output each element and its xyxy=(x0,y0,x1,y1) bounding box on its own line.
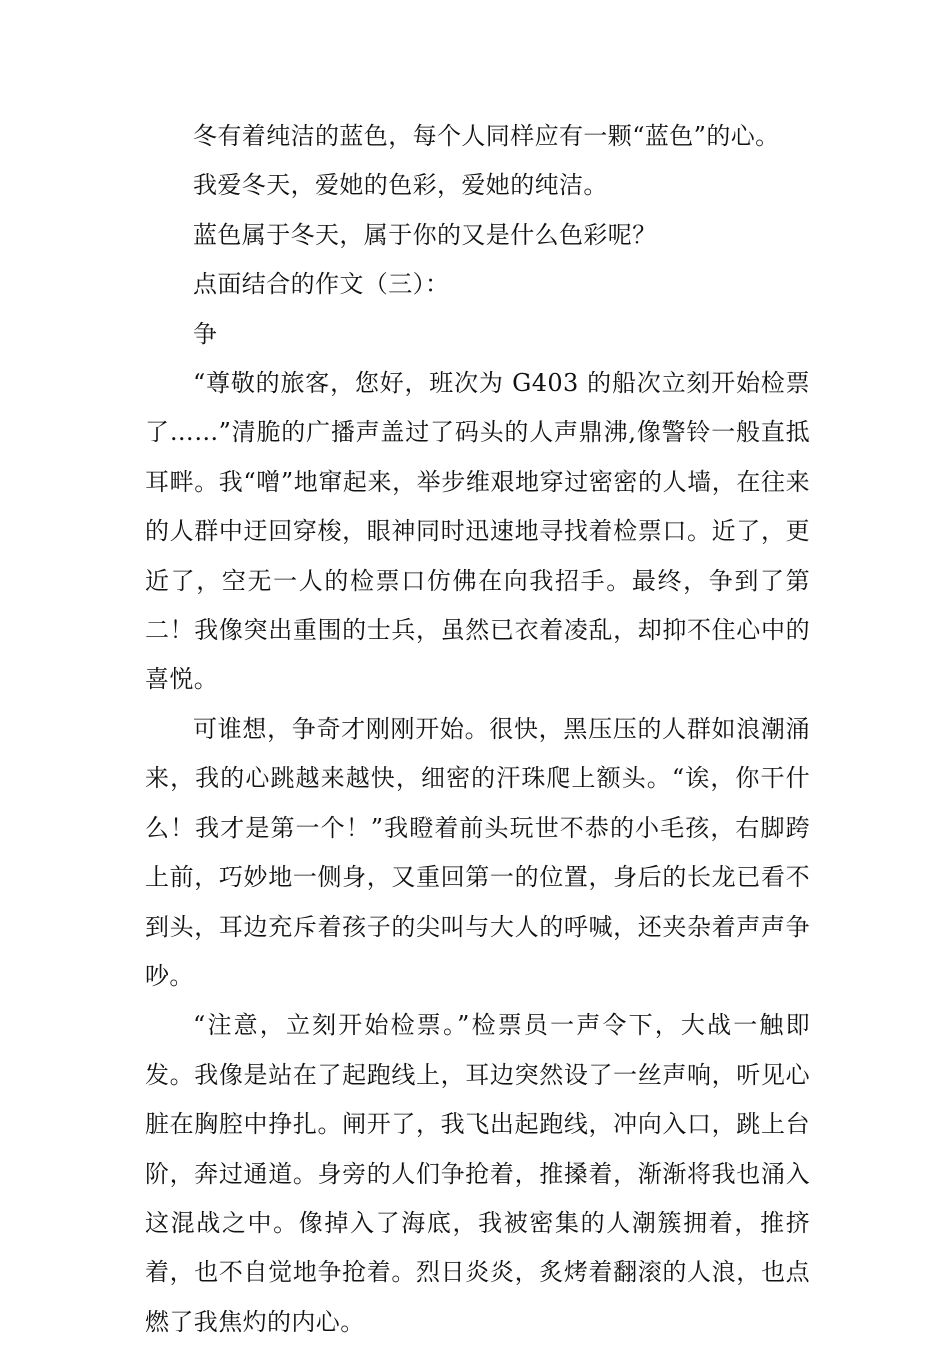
essay-title: 争 xyxy=(193,319,218,348)
paragraph-winter-blue: 冬有着纯洁的蓝色，每个人同样应有一颗“蓝色”的心。 xyxy=(193,122,780,150)
paragraph-love-winter: 我爱冬天，爱她的色彩，爱她的纯洁。 xyxy=(193,171,608,200)
paragraph-ticket-check: “注意，立刻开始检票。”检票员一声令下，大战一触即发。我像是站在了起跑线上，耳边突然设了一丝声响，听见心脏在胸腔中挣扎。闸开了，我飞出起跑线，冲向入口，跳上台阶，奔过通道。身旁的人们争抢着，推搡着，渐渐将我也涌入这混战之中。像掉入了海底，我被密集的人潮簇拥着，推挤着，也不自觉地争抢着。烈日炎炎，炙烤着翻滚的人浪，也点燃了我焦灼的内心。 xyxy=(145,1011,810,1336)
paragraph-blue-question: 蓝色属于冬天，属于你的又是什么色彩呢？ xyxy=(193,220,657,249)
essay-heading: 点面结合的作文（三）： xyxy=(193,270,450,299)
paragraph-boarding-announcement: “尊敬的旅客，您好，班次为 G403 的船次立刻开始检票了……”清脆的广播声盖过了码头的人声鼎沸,像警铃一般直抵耳畔。我“噌”地窜起来，举步维艰地穿过密密的人墙，在往来的人群中迂回穿梭，眼神同时迅速地寻找着检票口。近了，更近了，空无一人的检票口仿佛在向我招手。最终，争到了第二！我像突出重围的士兵，虽然已衣着凌乱，却抑不住心中的喜悦。 xyxy=(145,369,810,694)
body-text xyxy=(145,112,810,1347)
paragraph-crowd-arrives: 可谁想，争奇才刚刚开始。很快，黑压压的人群如浪潮涌来，我的心跳越来越快，细密的汗珠爬上额头。“诶，你干什么！我才是第一个！”我瞪着前头玩世不恭的小毛孩，右脚跨上前，巧妙地一侧身，又重回第一的位置，身后的长龙已看不到头，耳边充斥着孩子的尖叫与大人的呼喊，还夹杂着声声争吵。 xyxy=(145,714,810,990)
